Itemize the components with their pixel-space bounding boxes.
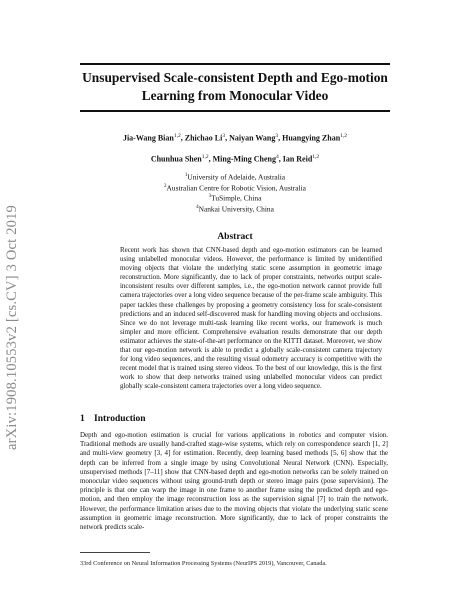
section-heading-introduction xyxy=(80,414,146,424)
section-title: Introduction xyxy=(94,414,146,424)
abstract-text: Recent work has shown that CNN-based depth and ego-motion estimators can be learned using unlabelled monocular videos. However, the performance is limited by unidentified moving objects that violate the underlying static scene assumption in geometric image reconstruction. More significantly, due to lack of proper constraints, networks output scale-inconsistent results over different samples, i.e., the ego-motion network cannot provide full camera trajectories over a long video sequence because of the per-frame scale ambiguity. This paper tackles these challenges by proposing a geometry consistency loss for scale-consistent predictions and an induced self-discovered mask for handling moving objects and occlusions. Since we do not leverage multi-task learning like recent works, our framework is much simpler and more efficient. Comprehensive evaluation results demonstrate that our depth estimator achieves the state-of-the-art performance on the KITTI dataset. Moreover, we show that our ego-motion network is able to predict a globally scale-consistent camera trajectory for long video sequences, and the resulting visual odometry accuracy is competitive with the recent model that is trained using stereo videos. To the best of our knowledge, this is the first work to show that deep networks trained using unlabelled monocular videos can predict globally scale-consistent camera trajectories over a long video sequence. xyxy=(120,246,382,391)
arxiv-identifier-stamp: arXiv:1908.10553v2 [cs.CV] 3 Oct 2019 xyxy=(4,204,20,450)
title-top-rule xyxy=(80,63,390,65)
author-name: Zhichao Li xyxy=(184,133,223,143)
author-name: Ian Reid xyxy=(282,154,313,164)
affiliation-list xyxy=(100,171,370,214)
author-affiliation-mark: 3 xyxy=(222,133,226,139)
author-name: Huangying Zhan xyxy=(282,133,341,143)
affiliation-item xyxy=(100,203,370,214)
title-bottom-rule xyxy=(80,110,390,112)
introduction-text: Depth and ego-motion estimation is crucial for various applications in robotics and computer vision. Traditional methods are usually hand-crafted stage-wise systems, which rely on correspondence search [1, 2] and multi-view geometry [3, 4] for estimation. Recently, deep learning based methods [5, 6] show that the depth can be inferred from a single image by using Convolutional Neural Network (CNN). Especially, unsupervised methods [7–11] show that CNN-based depth and ego-motion networks can be solely trained on monocular video sequences without using ground-truth depth or stereo image pairs (pose supervision). The principle is that one can warp the image in one frame to another frame using the predicted depth and ego-motion, and then employ the image reconstruction loss as the supervision signal [7] to train the network. However, the performance limitation arises due to the moving objects that violate the underlying static scene assumption in geometric image reconstruction. More significantly, due to lack of proper constraints the network predicts scale- xyxy=(80,431,388,532)
affiliation-text: TuSimple, China xyxy=(211,193,262,203)
affiliation-text: Australian Centre for Robotic Vision, Australia xyxy=(166,183,306,193)
affiliation-mark: 1 xyxy=(184,173,188,178)
author-name: Naiyan Wang xyxy=(229,133,276,143)
author-list-line-2: Chunhua Shen$^{1,2}$, Ming-Ming Cheng$^4$, Ian Reid$^{1,2}$ xyxy=(150,154,320,164)
author-affiliation-mark: 4 xyxy=(275,154,279,160)
affiliation-mark: 2 xyxy=(164,183,167,189)
title-line-2: Learning from Monocular Video xyxy=(141,88,329,103)
author-list-line-1: Jia-Wang Bian$^{1,2}$, Zhichao Li$^3$, Naiyan Wang$^3$, Huangying Zhan$^{1,2}$ xyxy=(122,133,348,143)
author-affiliation-mark: 1,2 xyxy=(340,133,348,139)
paper-title xyxy=(80,69,390,105)
section-number: 1 xyxy=(80,414,85,424)
author-affiliation-mark: 3 xyxy=(275,133,279,139)
affiliation-mark: 4 xyxy=(196,205,199,211)
author-affiliation-mark: 1,2 xyxy=(173,133,181,139)
author-affiliation-mark: 1,2 xyxy=(312,154,320,160)
affiliation-text: University of Adelaide, Australia xyxy=(187,172,286,182)
author-name: Chunhua Shen xyxy=(150,154,202,164)
author-name: Ming-Ming Cheng xyxy=(212,154,276,164)
conference-footnote: 33rd Conference on Neural Information Processing Systems (NeurIPS 2019), Vancouver, Canada. xyxy=(80,560,327,567)
title-line-1: Unsupervised Scale-consistent Depth and Ego-motion xyxy=(82,70,388,85)
affiliation-item xyxy=(100,182,370,193)
author-name: Jia-Wang Bian xyxy=(122,133,174,143)
affiliation-mark: 3 xyxy=(208,194,212,200)
author-affiliation-mark: 1,2 xyxy=(201,154,209,160)
affiliation-text: Nankai University, China xyxy=(198,204,274,214)
affiliation-item xyxy=(100,192,370,203)
footnote-rule xyxy=(80,552,150,553)
abstract-heading: Abstract xyxy=(217,232,253,242)
affiliation-item xyxy=(100,171,370,182)
